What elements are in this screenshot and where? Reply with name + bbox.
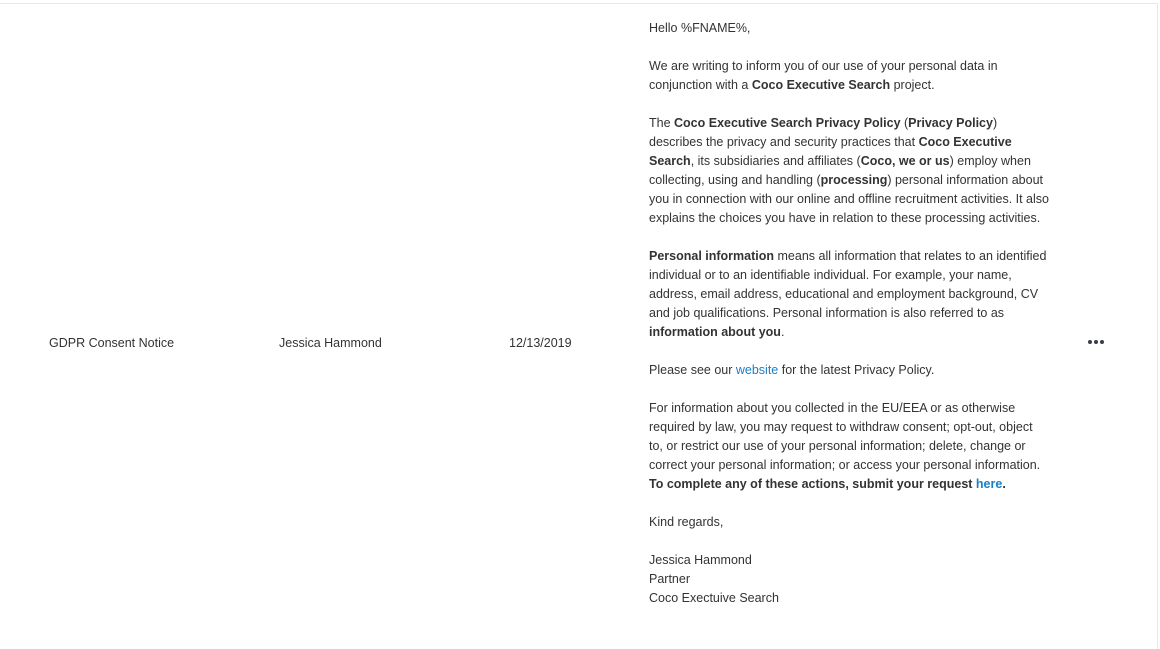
privacy-policy-paragraph: The Coco Executive Search Privacy Policy (Privacy Policy) describes the privacy and security practices that Coco Executive Search, its subsidiaries and affiliates (Coco, we or us) employ when collecting, using and handling (processing) personal information about you in connection with our online and offline recruitment activities. It also explains the choices you have in relation to these processing activities. bbox=[649, 116, 1049, 225]
privacy-policy-name-bold: Coco Executive Search Privacy Policy bbox=[674, 116, 901, 130]
website-link[interactable]: website bbox=[735, 363, 779, 377]
signature-name: Jessica Hammond bbox=[649, 553, 752, 567]
information-about-you-bold: information about you bbox=[649, 325, 781, 339]
template-date-cell: 12/13/2019 bbox=[509, 336, 572, 350]
submit-request-here-link[interactable]: here bbox=[975, 477, 1003, 491]
company-name-bold: Coco Executive Search bbox=[649, 135, 1012, 168]
privacy-policy-short-bold: Privacy Policy bbox=[908, 116, 993, 130]
signature-title: Partner bbox=[649, 572, 690, 586]
template-body-preview bbox=[649, 19, 1049, 608]
personal-information-paragraph: Personal information means all information that relates to an identified individual or to an identifiable individual. For example, your name, address, email address, educational and employment background, CV and job qualifications. Personal information is also referred to as information about you. bbox=[649, 249, 1047, 339]
template-name-cell: GDPR Consent Notice bbox=[49, 336, 175, 350]
panel-right-border bbox=[1157, 3, 1158, 649]
website-paragraph: Please see our website for the latest Privacy Policy. bbox=[649, 363, 935, 377]
more-actions-button[interactable] bbox=[1082, 332, 1110, 352]
processing-bold: processing bbox=[820, 173, 888, 187]
rights-paragraph: For information about you collected in the EU/EEA or as otherwise required by law, you may request to withdraw consent; opt-out, object to, or restrict our use of your personal information; delete, change or correct your personal information; or access your personal information. To complete any of these actions, submit your request here. bbox=[649, 401, 1041, 491]
submit-request-bold: To complete any of these actions, submit your request here. bbox=[649, 477, 1006, 491]
template-owner-cell: Jessica Hammond bbox=[279, 336, 382, 350]
row-top-divider bbox=[0, 3, 1158, 4]
signature-company: Coco Exectuive Search bbox=[649, 591, 779, 605]
more-horizontal-icon bbox=[1088, 340, 1092, 344]
coco-we-us-bold: Coco, we or us bbox=[860, 154, 950, 168]
closing-line: Kind regards, bbox=[649, 515, 724, 529]
intro-paragraph: We are writing to inform you of our use of your personal data in conjunction with a Coco Executive Search project. bbox=[649, 59, 998, 92]
company-name-bold: Coco Executive Search bbox=[751, 78, 891, 92]
personal-information-bold: Personal information bbox=[649, 249, 775, 263]
more-horizontal-icon-dot bbox=[1094, 340, 1098, 344]
more-horizontal-icon-dot bbox=[1100, 340, 1104, 344]
greeting-line: Hello %FNAME%, bbox=[649, 21, 751, 35]
